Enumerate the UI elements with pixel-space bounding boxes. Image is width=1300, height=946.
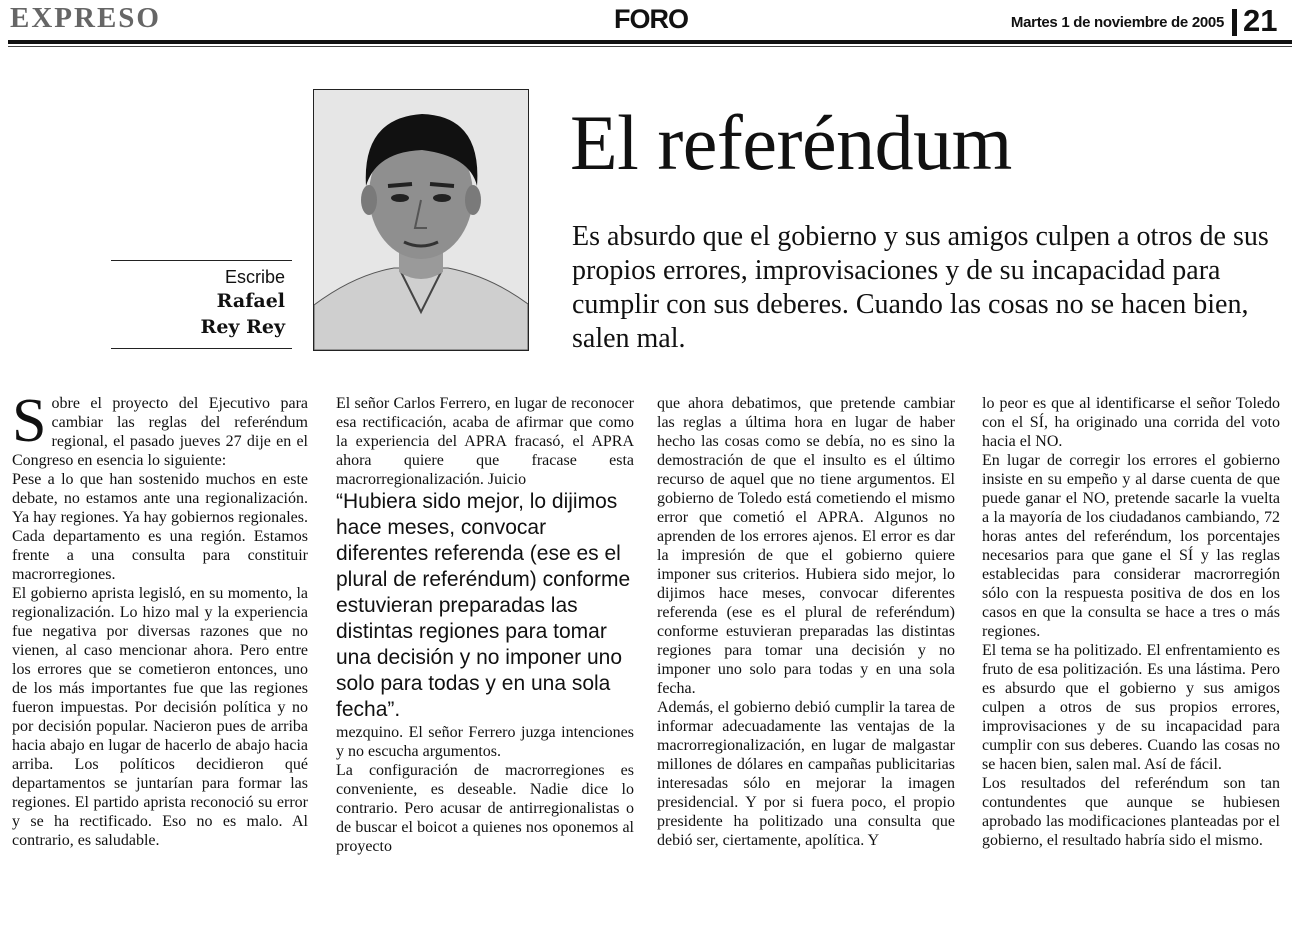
paragraph-text: obre el proyecto del Ejecutivo para cambiar las reglas del referéndum regional, el pasado jueves 27 dije en el Congreso en esencia lo siguiente: [12,395,308,469]
paragraph: lo peor es que al identificarse el señor Toledo con el SÍ, ha originado una corrida del voto hacia el NO. [982,395,1280,450]
byline-rule-bottom [111,348,292,349]
paragraph: El señor Carlos Ferrero, en lugar de reconocer esa rectificación, acaba de afirmar que como la experiencia del APRA fracasó, el APRA ahora quiere que fracase esta macrorregionalización. Juicio [336,395,634,488]
author-first-name: Rafael [216,290,285,312]
page-header [0,0,1300,46]
paragraph: Además, el gobierno debió cumplir la tarea de informar adecuadamente las ventajas de la macrorregionalización, en lugar de malgastar millones de dólares en campañas publicitarias interesadas sólo en mejorar la imagen presidencial. Y por si fuera poco, el propio presidente ha politizado una consulta que debió ser, ciertamente, apolítica. Y [657,699,955,849]
paragraph [12,394,308,470]
article-deck: Es absurdo que el gobierno y sus amigos culpen a otros de sus propios errores, improvisaciones y de su incapacidad para cumplir con sus deberes. Cuando las cosas no se hacen bien, salen mal. [572,221,1269,354]
byline [111,266,285,340]
author-last-name: Rey Rey [200,316,285,338]
byline-rule-top [111,260,292,261]
paragraph: El tema se ha politizado. El enfrentamiento es fruto de esa politización. Es una lástima. Pero es absurdo que el gobierno y sus amigos culpen a otros de sus propios errores, improvisaciones y de su incapacidad para cumplir con sus deberes. Cuando las cosas no se hacen bien, salen mal. Así de fácil. [982,642,1280,773]
header-rule [8,40,1292,44]
drop-cap: S [12,394,47,455]
pull-quote: “Hubiera sido mejor, lo dijimos hace meses, convocar diferentes referenda (ese es el plural de referéndum) conforme estuvieran preparadas las distintas regiones para tomar una decisión y no imponer uno solo para todas y en una sola fecha”. [336,490,631,721]
section-title: FORO [614,4,688,34]
paragraph: Pese a lo que han sostenido muchos en este debate, no estamos ante una regionalización. Ya hay regiones. Ya hay gobiernos regionales. Cada departamento es una región. Estamos frente a una consulta para constituir macrorregiones. [12,471,308,583]
paragraph: que ahora debatimos, que pretende cambiar las reglas a última hora en lugar de haber hecho las cosas como se debía, no es sino la demostración de que el insulto es el último recurso de aquel que no tiene argumentos. El gobierno de Toledo está cometiendo el mismo error que cometió el APRA. Algunos no aprenden de los errores ajenos. El error es dar la impresión de que el gobierno quiere imponer sus criterios. Hubiera sido mejor, lo dijimos hace meses, convocar diferentes referenda (ese es el plural de referéndum) conforme estuvieran preparadas las distintas regiones para tomar una decisión y no imponer uno solo para todas y en una sola fecha. [657,395,955,697]
paragraph: El gobierno aprista legisló, en su momento, la regionalización. Lo hizo mal y la experiencia fue negativa por diversas razones que no vienen, al caso mencionar ahora. Pero entre los errores que se cometieron entonces, uno de los más importantes fue que las regiones fueron impuestas. Por decisión política y no por decisión popular. Nacieron pues de arriba hacia abajo en lugar de hacerlo de abajo hacia arriba. Los políticos decidieron qué departamentos se juntarían para formar las regiones. El partido aprista reconoció su error y se ha rectificado. Eso no es malo. Al contrario, es saludable. [12,585,308,849]
paragraph: En lugar de corregir los errores el gobierno insiste en su empeño y al darse cuenta de que puede ganar el NO, pretende sacarle la vuelta a la mayoría de los ciudadanos cambiando, 72 horas antes del referéndum, los porcentajes necesarios para que gane el SÍ y las reglas establecidas para considerar macrorregión sólo con la respuesta positiva de dos en los casos en que la consulta se hace a tres o más regiones. [982,452,1280,640]
article-column-1 [12,394,308,939]
author-photo [313,89,529,351]
page-number-separator [1232,9,1237,36]
article-column-2 [336,394,634,939]
newspaper-masthead: EXPRESO [10,2,161,34]
paragraph: Los resultados del referéndum son tan contundentes que aunque se hubiesen aprobado las modificaciones planteadas por el gobierno, el resultado habría sido el mismo. [982,775,1280,849]
article-title: El referéndum [570,99,1012,186]
article-column-4 [982,394,1280,939]
header-rule-thin [8,46,1292,47]
paragraph: La configuración de macrorregiones es conveniente, es deseable. Nadie dice lo contrario. Pero acusar de antirregionalistas o de buscar el boicot a quienes nos oponemos al proyecto [336,762,634,855]
byline-label: Escribe [224,267,285,287]
article-column-3 [657,394,955,939]
page-number: 21 [1243,3,1278,38]
issue-date: Martes 1 de noviembre de 2005 [1010,14,1224,31]
paragraph: mezquino. El señor Ferrero juzga intenciones y no escucha argumentos. [336,724,634,760]
